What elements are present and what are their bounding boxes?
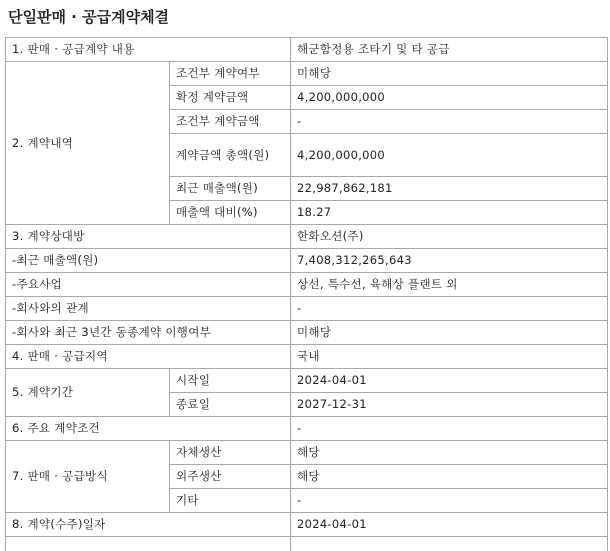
row-value: 한화오션(주) xyxy=(291,225,608,249)
row-label: -회사와의 관계 xyxy=(6,297,291,321)
row-value: - xyxy=(291,489,608,513)
table-row-cut xyxy=(6,537,608,551)
table-row xyxy=(6,297,608,321)
row-label: 1. 판매 · 공급계약 내용 xyxy=(6,38,291,62)
row-value: 국내 xyxy=(291,345,608,369)
table-row xyxy=(6,62,608,86)
row-label: 4. 판매 · 공급지역 xyxy=(6,345,291,369)
sub-label: 자체생산 xyxy=(170,441,291,465)
page-title: 단일판매 · 공급계약체결 xyxy=(8,4,169,30)
table-row xyxy=(6,369,608,393)
table-row xyxy=(6,38,608,62)
row-label: 7. 판매 · 공급방식 xyxy=(6,441,170,513)
row-value: 해군함정용 조타기 및 타 공급 xyxy=(291,38,608,62)
sub-label: 외주생산 xyxy=(170,465,291,489)
row-label: 8. 계약(수주)일자 xyxy=(6,513,291,537)
table-row xyxy=(6,417,608,441)
row-label: -최근 매출액(원) xyxy=(6,249,291,273)
row-value: 상선, 특수선, 육해상 플랜트 외 xyxy=(291,273,608,297)
table-row xyxy=(6,513,608,537)
row-label: 5. 계약기간 xyxy=(6,369,170,417)
row-value: - xyxy=(291,417,608,441)
table-row xyxy=(6,273,608,297)
sub-label: 최근 매출액(원) xyxy=(170,177,291,201)
row-value: 2024-04-01 xyxy=(291,369,608,393)
row-label: 2. 계약내역 xyxy=(6,62,170,225)
row-value: 4,200,000,000 xyxy=(291,134,608,177)
row-value: 2024-04-01 xyxy=(291,513,608,537)
row-value: 해당 xyxy=(291,441,608,465)
disclosure-table xyxy=(5,37,608,551)
sub-label: 조건부 계약여부 xyxy=(170,62,291,86)
row-value: - xyxy=(291,110,608,134)
row-value: - xyxy=(291,297,608,321)
row-label: 6. 주요 계약조건 xyxy=(6,417,291,441)
sub-label: 기타 xyxy=(170,489,291,513)
sub-label: 계약금액 총액(원) xyxy=(170,134,291,177)
sub-label: 매출액 대비(%) xyxy=(170,201,291,225)
row-label-cut xyxy=(6,537,291,551)
row-value: 2027-12-31 xyxy=(291,393,608,417)
sub-label: 조건부 계약금액 xyxy=(170,110,291,134)
row-value: 해당 xyxy=(291,465,608,489)
table-row xyxy=(6,441,608,465)
table-row xyxy=(6,345,608,369)
row-label: -회사와 최근 3년간 동종계약 이행여부 xyxy=(6,321,291,345)
sub-label: 종료일 xyxy=(170,393,291,417)
row-label: 3. 계약상대방 xyxy=(6,225,291,249)
row-label: -주요사업 xyxy=(6,273,291,297)
table-row xyxy=(6,321,608,345)
table-row xyxy=(6,225,608,249)
row-value: 22,987,862,181 xyxy=(291,177,608,201)
row-value: 미해당 xyxy=(291,62,608,86)
row-value-cut xyxy=(291,537,608,551)
sub-label: 시작일 xyxy=(170,369,291,393)
row-value: 미해당 xyxy=(291,321,608,345)
row-value: 7,408,312,265,643 xyxy=(291,249,608,273)
row-value: 18.27 xyxy=(291,201,608,225)
row-value: 4,200,000,000 xyxy=(291,86,608,110)
sub-label: 확정 계약금액 xyxy=(170,86,291,110)
table-row xyxy=(6,249,608,273)
